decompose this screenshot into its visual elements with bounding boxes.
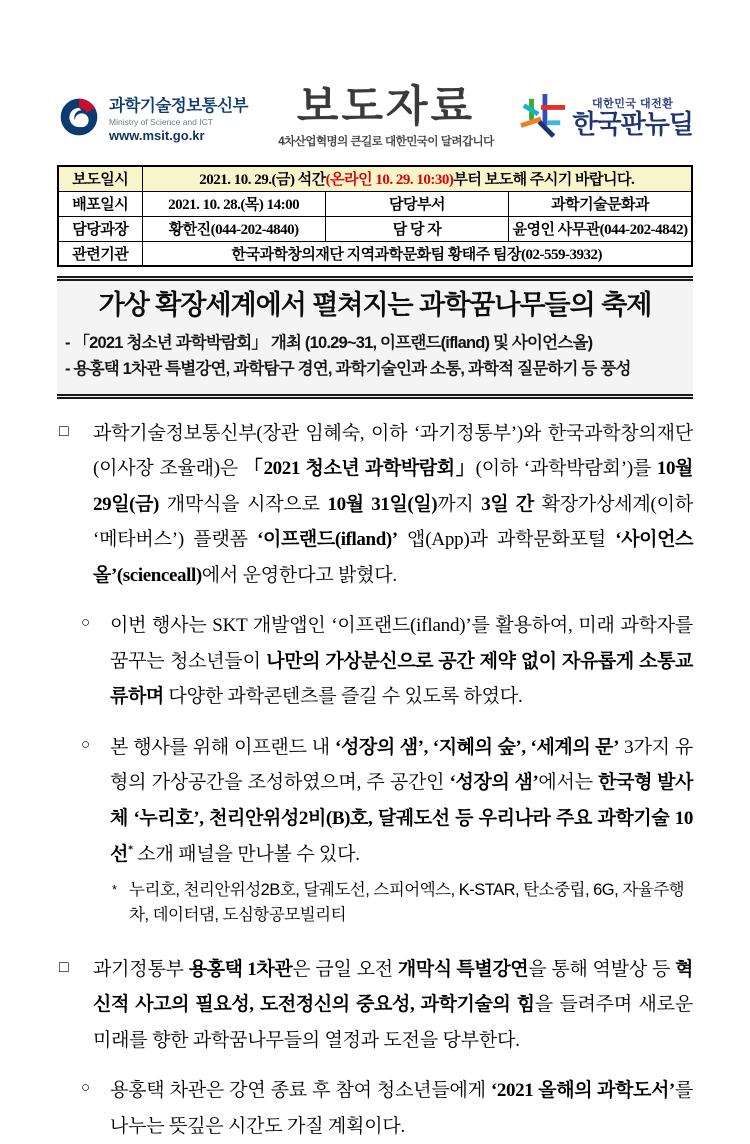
paragraph-overview (57, 416, 693, 594)
title-block (57, 276, 693, 399)
distribution-date-value: 2021. 10. 28.(목) 14:00 (142, 191, 325, 216)
release-date-label: 보도일시 (58, 166, 142, 191)
subtitle-line-2: - 용홍택 1차관 특별강연, 과학탐구 경연, 과학기술인과 소통, 과학적 질문하기 등 풍성 (65, 360, 631, 379)
footnote-text: 누리호, 천리안위성2B호, 달궤도선, 스피어엑스, K-STAR, 탄소중립, 6G, 자율주행차, 데이터댐, 도심항공모빌리티 (129, 881, 685, 924)
newdeal-name: 한국판뉴딜 (572, 109, 693, 140)
contact-person-value: 윤영인 사무관(044-202-4842) (509, 216, 692, 241)
ministry-slogan: 4차산업혁명의 큰길로 대한민국이 달려갑니다 (278, 135, 494, 148)
newdeal-star-icon (520, 94, 566, 140)
newdeal-tagline: 대한민국 대전환 (591, 98, 674, 111)
ministry-identity (109, 92, 248, 143)
table-row-distribution (58, 191, 692, 216)
paragraph-text: 과기정통부 용홍택 1차관은 금일 오전 개막식 특별강연을 통해 역발상 등 혁신적 사고의 필요성, 도전정신의 중요성, 과학기술의 힘을 들려주며 새로운 미래를 향한 과학꿈나무들의 열정과 도전을 당부한다. (93, 958, 693, 1051)
release-date-prefix: 2021. 10. 29.(금) 석간 (199, 172, 326, 189)
circle-bullet-icon: ○ (81, 1080, 90, 1097)
paragraph-ifland (57, 608, 693, 715)
press-info-table (57, 165, 693, 267)
department-label: 담당부서 (325, 191, 508, 216)
paragraph-virtual-spaces (57, 730, 693, 872)
paragraph-science-books (57, 1073, 693, 1144)
msit-logo-icon (57, 95, 101, 139)
release-date-value (142, 166, 692, 191)
paragraph-vice-minister-lecture (57, 952, 693, 1059)
table-row-release-date (58, 166, 692, 191)
paragraph-text: 이번 행사는 SKT 개발앱인 ‘이프랜드(ifland)’를 활용하여, 미래 과학자를 꿈꾸는 청소년들이 나만의 가상분신으로 공간 제약 없이 자유롭게 소통교류하며 다양한 과학콘텐츠를 즐길 수 있도록 하였다. (110, 615, 693, 708)
square-bullet-icon: □ (59, 422, 69, 440)
division-head-value: 황한진(044-202-4840) (142, 216, 325, 241)
footnote-top10-tech (57, 878, 693, 928)
circle-bullet-icon: ○ (81, 736, 90, 753)
related-org-label: 관련기관 (58, 241, 142, 266)
circle-bullet-icon: ○ (81, 615, 90, 632)
ministry-name-en: Ministry of Science and ICT (109, 116, 213, 127)
ministry-url: www.msit.go.kr (109, 127, 205, 143)
page-title: 가상 확장세계에서 펼쳐지는 과학꿈나무들의 축제 (98, 290, 652, 320)
newdeal-logo (515, 94, 693, 140)
release-date-online: (온라인 10. 29. 10:30) (325, 172, 454, 189)
msit-logo (57, 92, 257, 143)
ministry-name-ko: 과학기술정보통신부 (109, 96, 248, 115)
header (57, 78, 693, 156)
square-bullet-icon: □ (59, 958, 69, 976)
table-row-related-org (58, 241, 692, 266)
contact-person-label: 담 당 자 (325, 216, 508, 241)
press-release-heading (257, 82, 515, 149)
table-row-managers (58, 216, 692, 241)
related-org-value: 한국과학창의재단 지역과학문화팀 황태주 팀장(02-559-3932) (142, 241, 692, 266)
body-text (57, 416, 693, 1144)
division-head-label: 담당과장 (58, 216, 142, 241)
paragraph-text: 용홍택 차관은 강연 종료 후 참여 청소년들에게 ‘2021 올해의 과학도서’를 나누는 뜻깊은 시간도 가질 계획이다. (110, 1080, 693, 1137)
release-date-suffix: 부터 보도해 주시기 바랍니다. (453, 172, 635, 189)
subtitle-line-1: - 「2021 청소년 과학박람회」 개최 (10.29~31, 이프랜드(ifland) 및 사이언스올) (65, 334, 593, 353)
distribution-date-label: 배포일시 (58, 191, 142, 216)
asterisk-icon: * (112, 882, 117, 898)
paragraph-text: 본 행사를 위해 이프랜드 내 ‘성장의 샘’, ‘지혜의 숲’, ‘세계의 문’ 3가지 유형의 가상공간을 조성하였으며, 주 공간인 ‘성장의 샘’에서는 한국형 발사체 ‘누리호’, 천리안위성2비(B)호, 달궤도선 등 우리나라 주요 과학기술 10선* 소개 패널을 만나볼 수 있다. (110, 736, 694, 865)
doc-type-title: 보도자료 (296, 82, 476, 131)
department-value: 과학기술문화과 (509, 191, 692, 216)
newdeal-wordmark (572, 95, 693, 138)
paragraph-text: 과학기술정보통신부(장관 임혜숙, 이하 ‘과기정통부’)와 한국과학창의재단(이사장 조율래)은 「2021 청소년 과학박람회」(이하 ‘과학박람회’)를 10월 29일(금) 개막식을 시작으로 10월 31일(일)까지 3일 간 확장가상세계(이하 ‘메타버스’) 플랫폼 ‘이프랜드(ifland)’ 앱(App)과 과학문화포털 ‘사이언스올’(scienceall)에서 운영한다고 밝혔다. (93, 422, 694, 586)
